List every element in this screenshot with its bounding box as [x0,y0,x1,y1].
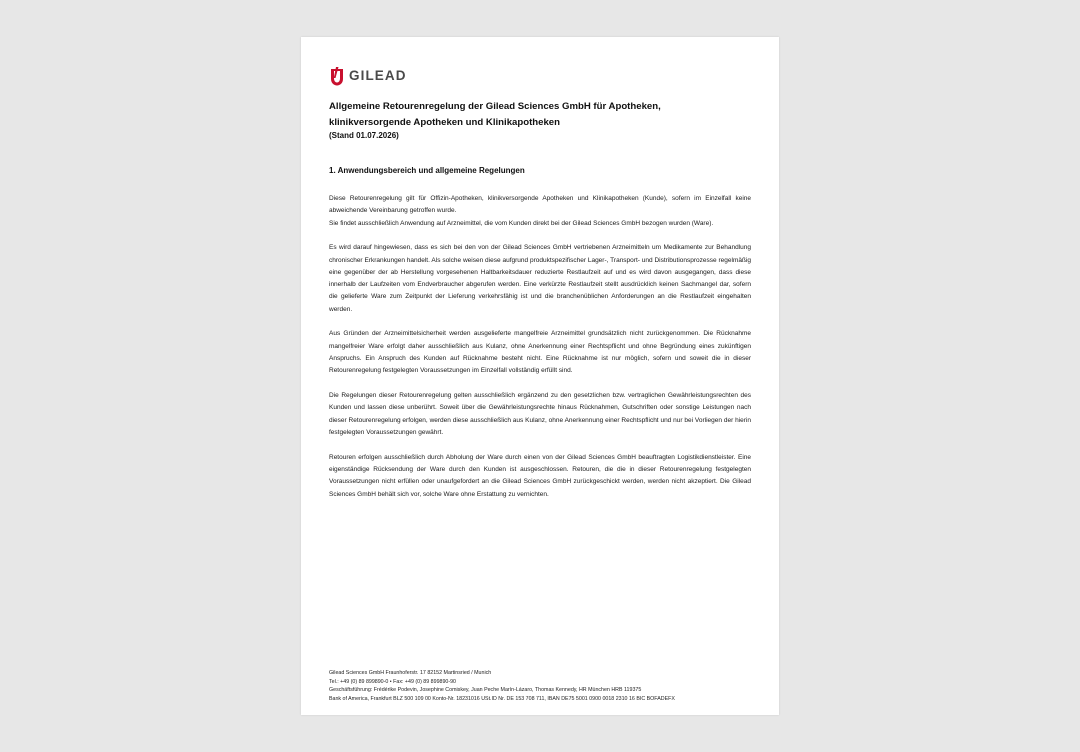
paragraph-shelf-life: Es wird darauf hingewiesen, dass es sich bei den von der Gilead Sciences GmbH vertriebenen Arzneimitteln um Medikamente zur Behandlung chronischer Erkrankungen handelt. Als solche weisen diese aufgrund produktspezifischer Lager-, Transport- und Distributionsprozesse regelmäßig eine gegenüber der ab Herstellung vorgesehenen Haltbarkeitsdauer reduzierte Restlaufzeit auf und es wird davon ausgegangen, dass diese innerhalb der Laufzeiten vom Endverbraucher abgerufen werden. Eine verkürzte Restlaufzeit stellt ausdrücklich keinen Sachmangel dar, sofern die gelieferte Ware zum Zeitpunkt der Lieferung verkehrsfähig ist und die branchenüblichen Anforderungen an die Restlaufzeit eingehalten werden. [329,244,751,313]
document-page [301,37,779,715]
paragraph-line: Diese Retourenregelung gilt für Offizin-Apotheken, klinikversorgende Apotheken und Klinikapotheken (Kunde), sofern im Einzelfall keine abweichende Vereinbarung getroffen wurde. [329,195,751,215]
document-date: (Stand 01.07.2026) [329,131,399,140]
footer-contact: Tel.: +49 (0) 89 899890-0 • Fax: +49 (0) 89 899890-90 [329,678,457,685]
paragraph-line: Sie findet ausschließlich Anwendung auf Arzneimittel, die vom Kunden direkt bei der Gilead Sciences GmbH bezogen wurden (Ware). [329,219,714,227]
paragraph-warranty: Die Regelungen dieser Retourenregelung gelten ausschließlich ergänzend zu den gesetzlichen bzw. vertraglichen Gewährleistungsrechten des Kunden und lassen diese unberührt. Soweit über die Gewährleistungsrechte hinaus Rücknahmen, Gutschriften oder sonstige Leistungen nach dieser Retourenregelung erfolgen, werden diese ausschließlich aus Kulanz, ohne Anerkennung einer Rechtspflicht und nur bei Vorliegen der hierin festgelegten Voraussetzungen gewährt. [329,392,751,436]
paragraph-return-pickup: Retouren erfolgen ausschließlich durch Abholung der Ware durch einen von der Gilead Sciences GmbH beauftragten Logistikdienstleister. Eine eigenständige Rücksendung der Ware durch den Kunden ist ausgeschlossen. Retouren, die die in dieser Retourenregelung festgelegten Voraussetzungen nicht erfüllen oder unaufgefordert an die Gilead Sciences GmbH zurückgeschickt werden, werden nicht akzeptiert. Die Gilead Sciences GmbH behält sich vor, solche Ware ohne Erstattung zu vernichten. [329,453,751,498]
document-title [329,99,759,130]
document-body [329,193,751,513]
gilead-logo-icon [329,66,345,86]
title-line-1: Allgemeine Retourenregelung der Gilead Sciences GmbH für Apotheken, [329,101,661,112]
footer-bank: Bank of America, Frankfurt BLZ 500 109 00 Konto-Nr. 18231016 USt.ID Nr. DE 153 708 711, IBAN DE75 5001 0900 0018 2310 16 BIC BOFADEFX [329,695,675,702]
footer-address: Gilead Sciences GmbH Fraunhoferstr. 17 82152 Martinsried / Munich [329,670,492,676]
title-line-2: klinikversorgende Apotheken und Klinikapotheken [329,116,561,128]
logo-wordmark: GILEAD [349,68,407,83]
paragraph-scope [329,193,751,230]
gilead-logo [329,66,407,86]
section-heading: 1. Anwendungsbereich und allgemeine Regelungen [329,166,525,175]
document-footer [329,669,769,703]
footer-management: Geschäftsführung: Frédérike Podevin, Josephine Comiskey, Juan Peche Marín-Lázaro, Thomas Kennedy, HR München HRB 119375 [329,687,642,694]
paragraph-drug-safety: Aus Gründen der Arzneimittelsicherheit werden ausgelieferte mangelfreie Arzneimittel grundsätzlich nicht zurückgenommen. Die Rücknahme mangelfreier Ware erfolgt daher ausschließlich aus Kulanz, ohne Anerkennung einer Rechtspflicht und ohne Begründung eines zukünftigen Anspruchs. Ein Anspruch des Kunden auf Rücknahme besteht nicht. Eine Rücknahme ist nur möglich, sofern und soweit die in dieser Retourenregelung festgelegten Voraussetzungen im Einzelfall vollständig erfüllt sind. [329,330,751,375]
